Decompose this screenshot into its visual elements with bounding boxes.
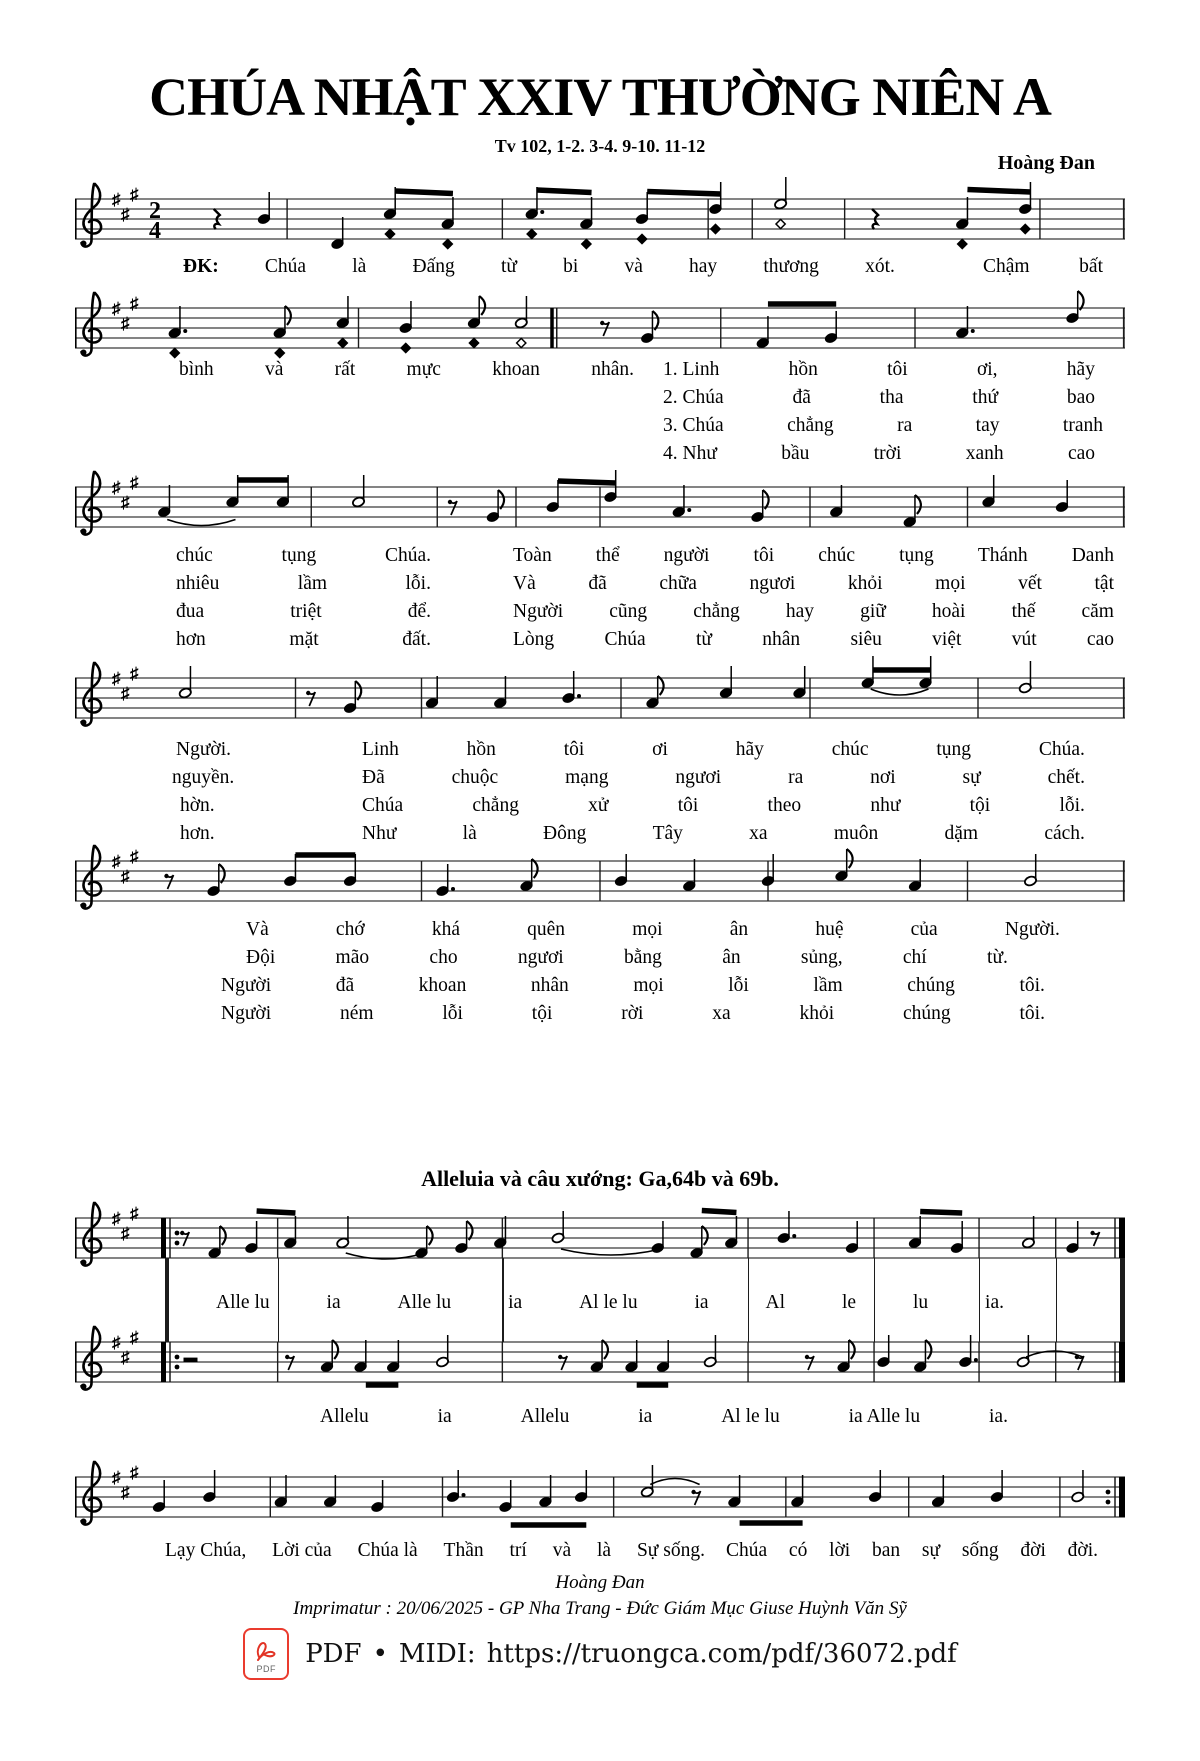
lyric-word: tôi bbox=[563, 739, 585, 760]
lyric-word: lu bbox=[912, 1292, 929, 1313]
lyric-word: tay bbox=[975, 415, 1000, 436]
lyric-word: Al bbox=[765, 1292, 786, 1313]
lyric-word: chí bbox=[902, 947, 927, 968]
lyric-word: tôi bbox=[677, 795, 699, 816]
lyrics-segment bbox=[513, 571, 1114, 597]
lyrics-segment bbox=[362, 821, 1085, 847]
lyric-word: chẳng bbox=[693, 601, 740, 622]
lyric-word: có bbox=[788, 1540, 808, 1561]
lyric-word: đã bbox=[792, 387, 811, 408]
lyric-word: nguyền. bbox=[172, 767, 235, 788]
lyric-word: chết. bbox=[1047, 767, 1085, 788]
lyric-word: huệ bbox=[815, 919, 844, 940]
svg-text:♯: ♯ bbox=[121, 1483, 130, 1502]
lyric-word: chúng bbox=[903, 1003, 951, 1024]
lyric-word: lỗi. bbox=[405, 573, 431, 594]
lyrics-segment bbox=[179, 357, 634, 383]
lyric-word: tật bbox=[1094, 573, 1114, 594]
lyric-word: mọi bbox=[935, 573, 966, 594]
lyric-word: việt bbox=[932, 629, 962, 650]
lyric-word: và bbox=[264, 359, 284, 380]
lyric-word: ban bbox=[871, 1540, 901, 1561]
svg-text:♯: ♯ bbox=[130, 294, 139, 313]
lyric-word: 4. Như bbox=[663, 443, 717, 464]
lyric-word: bằng bbox=[623, 947, 662, 968]
lyric-word: sự bbox=[921, 1540, 941, 1561]
lyric-word: là bbox=[462, 823, 477, 844]
lyric-word: xa bbox=[749, 823, 768, 844]
lyric-word: ia Alle lu bbox=[848, 1406, 921, 1427]
lyric-word: Sự sống. bbox=[636, 1540, 705, 1561]
lyric-word: mạng bbox=[565, 767, 609, 788]
lyric-word: Alle lu bbox=[397, 1292, 452, 1313]
lyrics-segment bbox=[180, 821, 240, 847]
svg-text:♯: ♯ bbox=[121, 867, 130, 886]
svg-text:2: 2 bbox=[149, 198, 161, 224]
lyric-word: và bbox=[552, 1540, 572, 1561]
lyrics-row bbox=[0, 571, 1200, 597]
lyric-word: căm bbox=[1081, 601, 1114, 622]
lyric-word: Allelu bbox=[320, 1406, 369, 1427]
lyric-word: Người bbox=[221, 975, 272, 996]
lyric-word: nhân. bbox=[591, 359, 634, 380]
lyric-word: của bbox=[910, 919, 938, 940]
lyric-word: chớ bbox=[335, 919, 365, 940]
lyric-word: Al le lu bbox=[579, 1292, 638, 1313]
lyric-word: và bbox=[624, 256, 643, 277]
lyric-word: hờn. bbox=[180, 795, 215, 816]
lyrics-row bbox=[0, 1538, 1200, 1564]
lyrics-row bbox=[0, 765, 1200, 791]
svg-text:♯: ♯ bbox=[130, 1463, 139, 1482]
lyric-word: quên bbox=[527, 919, 566, 940]
lyric-word: Chúa. bbox=[1038, 739, 1085, 760]
lyric-word: Allelu bbox=[520, 1406, 570, 1427]
lyric-word: Chúa bbox=[726, 1540, 768, 1561]
lyric-word: tụng bbox=[899, 545, 934, 566]
lyric-word: hay bbox=[785, 601, 814, 622]
lyric-word: Và bbox=[513, 573, 536, 594]
lyric-word: muôn bbox=[833, 823, 879, 844]
lyric-word: siêu bbox=[850, 629, 882, 650]
lyric-word: lầm bbox=[297, 573, 328, 594]
lyrics-segment bbox=[165, 1538, 705, 1564]
psalm-reference: Tv 102, 1-2. 3-4. 9-10. 11-12 bbox=[494, 136, 706, 156]
lyrics-row bbox=[0, 543, 1200, 569]
lyrics-segment bbox=[663, 357, 1095, 383]
lyric-word: 1. Linh bbox=[663, 359, 720, 380]
svg-text:♯: ♯ bbox=[121, 314, 130, 333]
lyric-word: Chúa là bbox=[357, 1540, 418, 1561]
lyric-word: khá bbox=[431, 919, 460, 940]
lyric-word: Lời của bbox=[272, 1540, 332, 1561]
lyric-word: hay bbox=[689, 256, 718, 277]
lyric-word: 3. Chúa bbox=[663, 415, 724, 436]
lyric-word: le bbox=[841, 1292, 857, 1313]
lyrics-segment bbox=[362, 765, 1085, 791]
lyric-word: Và bbox=[246, 919, 269, 940]
lyric-word: sống bbox=[961, 1540, 999, 1561]
lyric-word: tụng bbox=[936, 739, 972, 760]
lyrics-row bbox=[0, 1001, 1200, 1027]
svg-text:♯: ♯ bbox=[130, 847, 139, 866]
lyric-word: ia. bbox=[989, 1406, 1008, 1427]
lyric-word: Toàn bbox=[513, 545, 552, 566]
lyrics-row bbox=[0, 945, 1200, 971]
lyric-word: trí bbox=[509, 1540, 527, 1561]
lyric-word: Chúa. bbox=[384, 545, 431, 566]
lyric-word: vết bbox=[1018, 573, 1042, 594]
lyric-word: ia bbox=[694, 1292, 709, 1313]
lyric-word: chữa bbox=[659, 573, 697, 594]
lyric-word: ân bbox=[729, 919, 749, 940]
lyric-word: Chúa bbox=[604, 629, 646, 650]
svg-text:♯: ♯ bbox=[130, 185, 139, 204]
lyrics-row bbox=[0, 413, 1200, 439]
lyrics-segment bbox=[983, 254, 1103, 280]
lyric-word: vút bbox=[1011, 629, 1037, 650]
lyric-word: ra bbox=[788, 767, 804, 788]
lyric-word: cách. bbox=[1044, 823, 1085, 844]
svg-text:♯: ♯ bbox=[112, 852, 121, 871]
svg-text:4: 4 bbox=[149, 218, 161, 244]
lyric-word: sủng, bbox=[800, 947, 843, 968]
svg-text:♯: ♯ bbox=[121, 1348, 130, 1367]
lyrics-segment bbox=[172, 765, 267, 791]
lyric-word: chẳng bbox=[787, 415, 834, 436]
pdf-link[interactable]: PDF bbox=[305, 1639, 362, 1669]
acrobat-ribbon-icon bbox=[253, 1637, 279, 1665]
lyric-word: lỗi bbox=[442, 1003, 463, 1024]
lyric-word: xót. bbox=[865, 256, 895, 277]
lyrics-segment bbox=[362, 737, 1085, 763]
lyric-word: Lòng bbox=[513, 629, 555, 650]
lyrics-segment bbox=[216, 1290, 1004, 1316]
lyric-word: Người. bbox=[176, 739, 232, 760]
lyric-word: ơi, bbox=[976, 359, 998, 380]
lyric-word: tha bbox=[879, 387, 904, 408]
lyric-word: chúc bbox=[831, 739, 869, 760]
lyrics-segment bbox=[663, 441, 1095, 467]
lyric-word: Tây bbox=[652, 823, 683, 844]
lyric-word: ia bbox=[638, 1406, 653, 1427]
lyrics-row bbox=[0, 821, 1200, 847]
lyric-word: tôi. bbox=[1019, 975, 1045, 996]
svg-text:♯: ♯ bbox=[130, 1204, 139, 1223]
lyric-word: nhiêu bbox=[176, 573, 220, 594]
lyric-word: triệt bbox=[290, 601, 322, 622]
lyric-word: mọi bbox=[632, 919, 663, 940]
lyric-word: Đấng bbox=[412, 256, 455, 277]
lyric-word: chẳng bbox=[472, 795, 519, 816]
svg-text:♯: ♯ bbox=[112, 1333, 121, 1352]
lyric-word: rời bbox=[621, 1003, 644, 1024]
lyric-word: ơi bbox=[652, 739, 668, 760]
lyric-word: theo bbox=[767, 795, 802, 816]
svg-text:♯: ♯ bbox=[121, 493, 130, 512]
lyrics-segment bbox=[663, 385, 1095, 411]
bullet-separator: • bbox=[372, 1639, 388, 1669]
lyric-word: Lạy Chúa, bbox=[165, 1540, 247, 1561]
lyric-word: khoan bbox=[492, 359, 540, 380]
staff-system-6 bbox=[75, 1193, 1125, 1289]
lyric-word: chúc bbox=[818, 545, 856, 566]
lyrics-segment bbox=[246, 945, 1008, 971]
lyric-word: giữ bbox=[860, 601, 886, 622]
lyric-word: hoài bbox=[931, 601, 966, 622]
lyric-word: Al le lu bbox=[721, 1406, 780, 1427]
lyric-word: ngươi bbox=[675, 767, 722, 788]
pdf-file-icon[interactable] bbox=[243, 1628, 289, 1680]
lyric-word: Chúa bbox=[362, 795, 404, 816]
lyrics-segment bbox=[183, 254, 895, 280]
lyric-word: xử bbox=[588, 795, 609, 816]
lyrics-row bbox=[0, 627, 1200, 653]
lyrics-segment bbox=[362, 793, 1085, 819]
lyric-word: Người bbox=[221, 1003, 272, 1024]
lyric-word: ngươi bbox=[517, 947, 564, 968]
lyric-word: bất bbox=[1079, 256, 1103, 277]
lyric-word: sự bbox=[962, 767, 981, 788]
lyric-word: xanh bbox=[965, 443, 1004, 464]
lyric-word: ân bbox=[722, 947, 741, 968]
lyric-word: Danh bbox=[1071, 545, 1114, 566]
lyric-word: trời bbox=[873, 443, 902, 464]
svg-text:♯: ♯ bbox=[130, 664, 139, 683]
lyric-word: rất bbox=[334, 359, 356, 380]
lyric-word: mực bbox=[406, 359, 441, 380]
alleluia-heading: Alleluia và câu xướng: Ga,64b và 69b. bbox=[421, 1166, 779, 1191]
lyric-word: Người bbox=[513, 601, 564, 622]
lyric-word: từ bbox=[500, 256, 517, 277]
lyric-word: lời bbox=[829, 1540, 851, 1561]
lyric-word: tội bbox=[531, 1003, 553, 1024]
download-row bbox=[0, 1628, 1200, 1680]
lyric-word: thế bbox=[1011, 601, 1036, 622]
lyric-word: tội bbox=[969, 795, 991, 816]
lyric-word: mọi bbox=[633, 975, 664, 996]
lyric-word: Đội bbox=[246, 947, 276, 968]
lyric-word: đời bbox=[1020, 1540, 1046, 1561]
lyric-word: đã bbox=[335, 975, 355, 996]
imprimatur-line: Imprimatur : 20/06/2025 - GP Nha Trang - Đức Giám Mục Giuse Huỳnh Văn Sỹ bbox=[293, 1598, 907, 1619]
lyric-word: Alle lu bbox=[216, 1292, 270, 1313]
lyric-word: lầm bbox=[813, 975, 843, 996]
staff-system-7 bbox=[75, 1317, 1125, 1413]
pdf-icon-label: PDF bbox=[256, 1664, 276, 1674]
lyric-word: bình bbox=[179, 359, 214, 380]
lyric-word: Đã bbox=[362, 767, 385, 788]
lyrics-segment bbox=[221, 1001, 1045, 1027]
lyrics-segment bbox=[176, 627, 431, 653]
lyrics-row bbox=[0, 357, 1200, 383]
svg-text:♯: ♯ bbox=[112, 1468, 121, 1487]
lyrics-row bbox=[0, 793, 1200, 819]
lyric-word: hãy bbox=[1066, 359, 1095, 380]
lyric-word: hơn. bbox=[180, 823, 215, 844]
lyric-word: ngươi bbox=[749, 573, 796, 594]
staff-system-4 bbox=[75, 653, 1125, 749]
lyrics-segment bbox=[513, 627, 1114, 653]
footer-composer: Hoàng Đan bbox=[555, 1572, 645, 1593]
svg-text:♯: ♯ bbox=[121, 205, 130, 224]
svg-text:♯: ♯ bbox=[121, 684, 130, 703]
lyric-word: Thánh bbox=[977, 545, 1028, 566]
lyric-word: đời. bbox=[1067, 1540, 1098, 1561]
lyric-word: 2. Chúa bbox=[663, 387, 724, 408]
lyric-word: chúng bbox=[907, 975, 955, 996]
lyric-word: nhân bbox=[530, 975, 569, 996]
lyric-word: cho bbox=[429, 947, 458, 968]
lyric-word: chúc bbox=[176, 545, 213, 566]
lyric-word: ném bbox=[339, 1003, 374, 1024]
lyric-word: lỗi bbox=[728, 975, 749, 996]
lyric-word: Thần bbox=[443, 1540, 484, 1561]
lyrics-row bbox=[0, 254, 1200, 280]
lyrics-segment bbox=[221, 973, 1045, 999]
lyric-word: cao bbox=[1086, 629, 1114, 650]
lyric-word: hồn bbox=[788, 359, 818, 380]
lyrics-segment bbox=[176, 543, 431, 569]
lyric-word: đất. bbox=[402, 629, 431, 650]
lyric-word: khoan bbox=[418, 975, 467, 996]
lyrics-row bbox=[0, 441, 1200, 467]
staff-system-8 bbox=[75, 1452, 1125, 1548]
lyric-word: Chúa bbox=[264, 256, 307, 277]
lyric-word: để. bbox=[407, 601, 431, 622]
lyric-word: cũng bbox=[609, 601, 648, 622]
lyric-word: đã bbox=[588, 573, 607, 594]
lyric-word: ia bbox=[508, 1292, 523, 1313]
lyric-word: ia bbox=[326, 1292, 341, 1313]
lyric-word: hãy bbox=[735, 739, 764, 760]
lyric-word: thương bbox=[763, 256, 819, 277]
composer-name: Hoàng Đan bbox=[997, 152, 1095, 174]
lyric-word: bao bbox=[1066, 387, 1095, 408]
lyric-word: hơn bbox=[176, 629, 206, 650]
lyric-word: Linh bbox=[362, 739, 399, 760]
lyric-word: mão bbox=[335, 947, 370, 968]
lyric-word: người bbox=[663, 545, 710, 566]
lyric-word: dặm bbox=[944, 823, 979, 844]
lyric-word: là bbox=[352, 256, 367, 277]
lyrics-row bbox=[0, 917, 1200, 943]
download-links bbox=[305, 1639, 957, 1669]
lyric-word: ia. bbox=[985, 1292, 1004, 1313]
download-url[interactable]: https://truongca.com/pdf/36072.pdf bbox=[486, 1639, 957, 1669]
lyric-word: hồn bbox=[466, 739, 496, 760]
lyric-word: thứ bbox=[972, 387, 999, 408]
lyric-word: ĐK: bbox=[183, 256, 219, 277]
lyric-word: Chậm bbox=[983, 256, 1030, 277]
lyrics-segment bbox=[176, 737, 266, 763]
lyrics-segment bbox=[726, 1538, 1098, 1564]
lyric-word: lỗi. bbox=[1059, 795, 1085, 816]
lyric-word: từ bbox=[695, 629, 712, 650]
lyrics-segment bbox=[663, 413, 1103, 439]
svg-text:♯: ♯ bbox=[130, 1328, 139, 1347]
lyric-word: tranh bbox=[1062, 415, 1103, 436]
svg-text:♯: ♯ bbox=[121, 1224, 130, 1243]
lyric-word: tôi bbox=[753, 545, 775, 566]
svg-text:♯: ♯ bbox=[112, 190, 121, 209]
lyric-word: tụng bbox=[281, 545, 317, 566]
lyric-word: cao bbox=[1067, 443, 1095, 464]
lyrics-segment bbox=[180, 793, 240, 819]
lyrics-row bbox=[0, 973, 1200, 999]
lyric-word: là bbox=[597, 1540, 612, 1561]
midi-link[interactable]: MIDI: bbox=[398, 1639, 476, 1669]
lyric-word: từ. bbox=[987, 947, 1008, 968]
svg-text:♯: ♯ bbox=[112, 478, 121, 497]
lyrics-row bbox=[0, 737, 1200, 763]
lyrics-row bbox=[0, 599, 1200, 625]
lyrics-segment bbox=[176, 599, 431, 625]
lyric-word: Người. bbox=[1004, 919, 1060, 940]
lyrics-row bbox=[0, 1404, 1200, 1430]
lyric-word: bầu bbox=[781, 443, 810, 464]
lyric-word: mặt bbox=[289, 629, 319, 650]
svg-text:♯: ♯ bbox=[112, 669, 121, 688]
svg-text:♯: ♯ bbox=[112, 1209, 121, 1228]
lyric-word: thể bbox=[595, 545, 620, 566]
lyric-word: tôi. bbox=[1019, 1003, 1045, 1024]
page-title: CHÚA NHẬT XXIV THƯỜNG NIÊN A bbox=[149, 67, 1051, 127]
lyrics-row bbox=[0, 385, 1200, 411]
lyrics-segment bbox=[320, 1404, 1008, 1430]
lyric-word: như bbox=[870, 795, 901, 816]
lyric-word: bi bbox=[563, 256, 579, 277]
lyric-word: ra bbox=[897, 415, 913, 436]
lyric-word: đua bbox=[176, 601, 205, 622]
lyric-word: khỏi bbox=[799, 1003, 835, 1024]
lyric-word: nhân bbox=[762, 629, 801, 650]
lyrics-segment bbox=[513, 599, 1114, 625]
lyric-word: tôi bbox=[887, 359, 908, 380]
svg-text:♯: ♯ bbox=[130, 473, 139, 492]
lyric-word: khỏi bbox=[847, 573, 883, 594]
lyrics-segment bbox=[513, 543, 1114, 569]
lyric-word: Đông bbox=[542, 823, 587, 844]
svg-text:♯: ♯ bbox=[112, 299, 121, 318]
lyric-word: chuộc bbox=[451, 767, 499, 788]
lyric-word: ia bbox=[437, 1406, 452, 1427]
lyric-word: Như bbox=[362, 823, 397, 844]
lyrics-segment bbox=[246, 917, 1060, 943]
lyrics-row bbox=[0, 1290, 1200, 1316]
lyric-word: xa bbox=[712, 1003, 731, 1024]
lyric-word: nơi bbox=[870, 767, 896, 788]
lyrics-segment bbox=[176, 571, 431, 597]
